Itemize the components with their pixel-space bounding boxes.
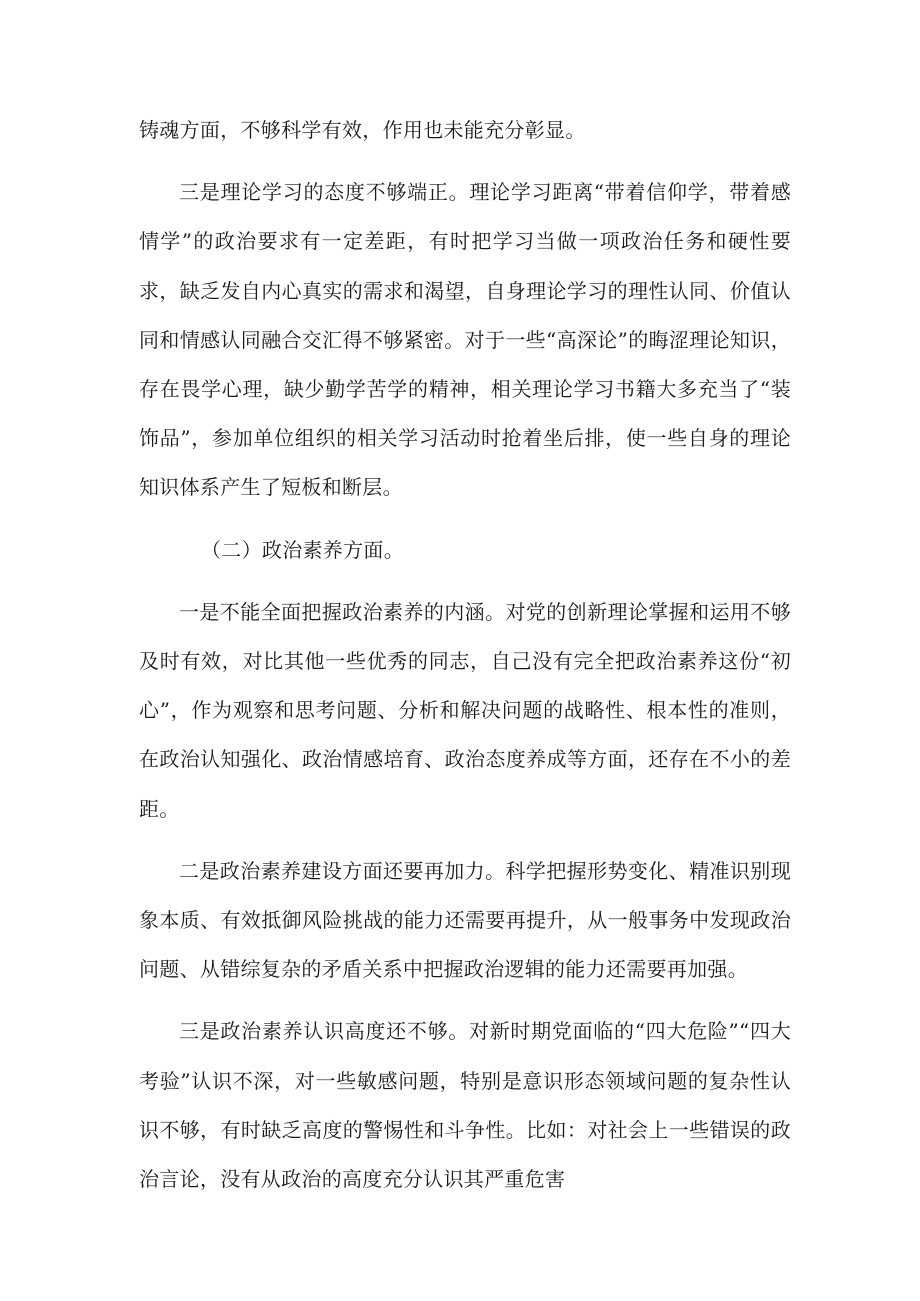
paragraph-continuation: 铸魂方面，不够科学有效，作用也未能充分彰显。 xyxy=(139,118,586,142)
paragraph-literacy-connotation: 一是不能全面把握政治素养的内涵。对党的创新理论掌握和运用不够及时有效，对比其他一些优秀的同志，自己没有完全把政治素养这份“初心”，作为观察和思考问题、分析和解决问题的战略性、根本性的准则，在政治认知强化、政治情感培育、政治态度养成等方面，还存在不小的差距。 xyxy=(139,599,791,821)
document-body xyxy=(139,106,791,1204)
paragraph-theory-attitude: 三是理论学习的态度不够端正。理论学习距离“带着信仰学，带着感情学”的政治要求有一定差距，有时把学习当做一项政治任务和硬性要求，缺乏发自内心真实的需求和渴望，自身理论学习的理性认同、价值认同和情感认同融合交汇得不够紧密。对于一些“高深论”的晦涩理论知识，存在畏学心理，缺少勤学苦学的精神，相关理论学习书籍大多充当了“装饰品”，参加单位组织的相关学习活动时抢着坐后排，使一些自身的理论知识体系产生了短板和断层。 xyxy=(139,180,791,500)
section-heading-political-literacy: （二）政治素养方面。 xyxy=(201,537,404,562)
paragraph-literacy-building: 二是政治素养建设方面还要再加力。科学把握形势变化、精准识别现象本质、有效抵御风险挑战的能力还需要再提升，从一般事务中发现政治问题、从错综复杂的矛盾关系中把握政治逻辑的能力还需要再加强。 xyxy=(139,858,791,982)
paragraph-literacy-awareness: 三是政治素养认识高度还不够。对新时期党面临的“四大危险”“四大考验”认识不深，对一些敏感问题，特别是意识形态领域问题的复杂性认识不够，有时缺乏高度的警惕性和斗争性。比如：对社会上一些错误的政治言论，没有从政治的高度充分认识其严重危害 xyxy=(139,1019,791,1192)
